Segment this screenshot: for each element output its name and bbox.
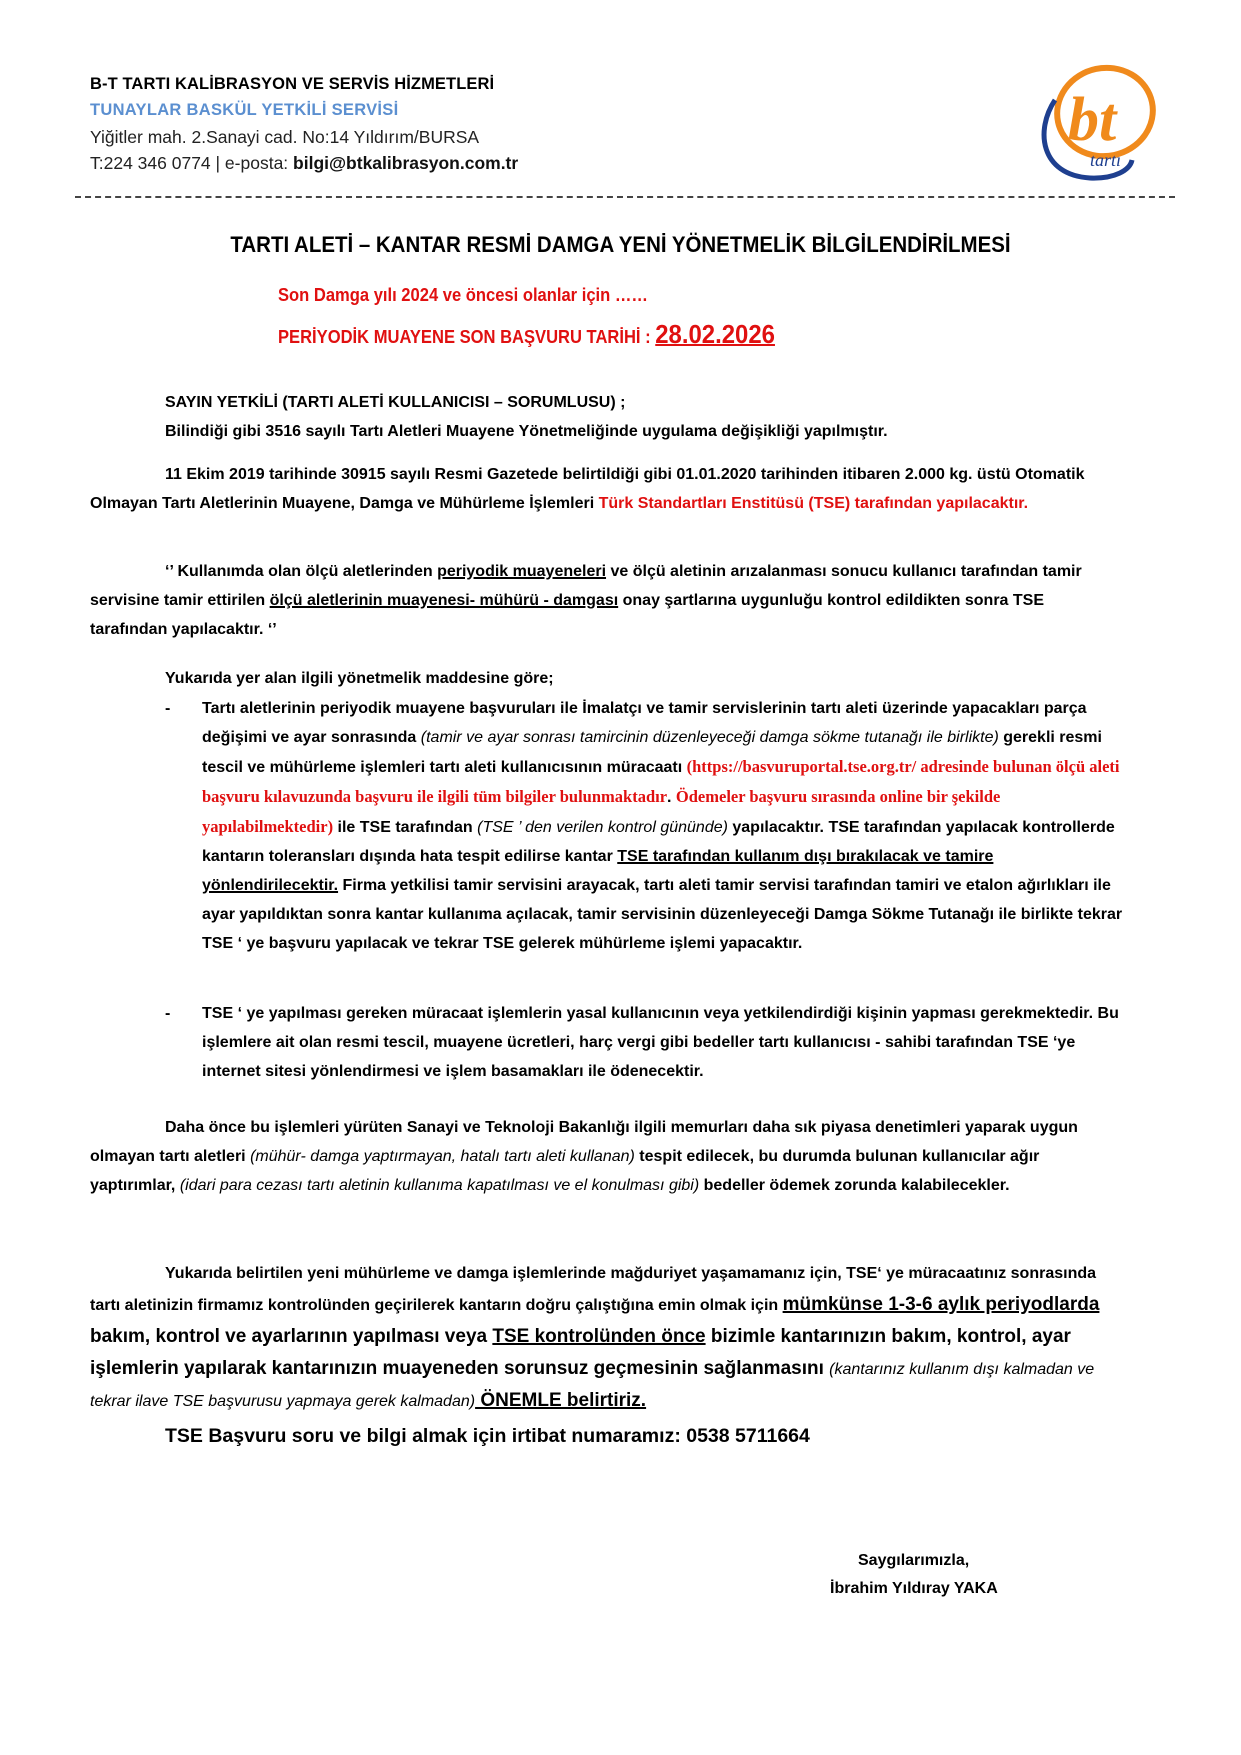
bullet-item xyxy=(165,999,1125,1086)
contact-phone-line: TSE Başvuru soru ve bilgi almak için irtibat numaramız: 0538 5711664 xyxy=(165,1425,810,1447)
document-title: TARTI ALETİ – KANTAR RESMİ DAMGA YENİ YÖNETMELİK BİLGİLENDİRİLMESİ xyxy=(230,232,1011,257)
phone-text: T:224 346 0774 | e-posta: xyxy=(90,153,294,173)
para-italic: (mühür- damga yaptırmayan, hatalı tartı aleti kullanan) xyxy=(250,1148,635,1165)
bullet-span: gerekli resmi tescil ve mühürleme işlemleri tartı aleti kullanıcısının müracaatı xyxy=(202,729,1102,776)
intro-paragraph: Bilindiği gibi 3516 sayılı Tartı Aletleri Muayene Yönetmeliğinde uygulama değişikliği yapılmıştır. xyxy=(165,423,888,440)
quote-underline: periyodik muayeneleri xyxy=(437,563,607,580)
bullet-span: Tartı aletlerinin periyodik muayene başvuruları ile İmalatçı ve tamir servislerinin tartı aleti üzerinde yapacakları parça değişimi ve ayar sonrasında xyxy=(202,700,1087,746)
bullet-text: TSE ‘ ye yapılması gereken müracaat işlemlerin yasal kullanıcının veya yetkilendirdiği kişinin yapması gerekmektedir. Bu işlemlere ait olan resmi tescil, muayene ücretleri, harç vergi gibi bedeller tartı kullanıcısı - sahibi tarafından TSE ‘ye internet sitesi yönlendirmesi ve işlem basamakları ile ödenecektir. xyxy=(202,1005,1119,1080)
para-span: bizimle kantarınızın bakım, kontrol, ayar işlemlerin yapılarak kantarınızın muayeneden sorunsuz geçmesinin sağlanmasını xyxy=(90,1326,1071,1379)
regulation-text: 11 Ekim 2019 tarihinde 30915 sayılı Resmi Gazetede belirtildiği gibi 01.01.2020 tarihinden itibaren 2.000 kg. üstü Otomatik Olmayan Tartı Aletlerinin Muayene, Damga ve Mühürleme İşlemleri xyxy=(90,466,1085,512)
para-span: Yukarıda belirtilen yeni mühürleme ve damga işlemlerinde mağduriyet yaşamamanız için, TSE‘ ye müracaatınız sonrasında tartı aletinizin firmamız kontrolünden geçirilerek kantarın doğru çalıştığına emin olmak için xyxy=(90,1265,1097,1314)
company-subtitle: TUNAYLAR BASKÜL YETKİLİ SERVİSİ xyxy=(90,101,399,119)
deadline-line xyxy=(278,319,775,350)
logo-caption: tartı xyxy=(1090,150,1122,170)
bullet-dash: - xyxy=(165,1005,171,1022)
para-italic: (kantarınız kullanım dışı kalmadan ve tekrar ilave TSE başvurusu yapmaya gerek kalmadan) xyxy=(90,1361,1095,1410)
para-span: bakım, kontrol ve ayarlarının yapılması veya xyxy=(90,1326,493,1347)
logo-letters: bt xyxy=(1068,86,1117,154)
para-span: tespit edilecek, bu durumda bulunan kullanıcılar ağır yaptırımlar, xyxy=(90,1148,1040,1194)
company-name: B-T TARTI KALİBRASYON VE SERVİS HİZMETLERİ xyxy=(90,75,495,93)
signature-closing: Saygılarımızla, xyxy=(858,1552,970,1569)
quote-text: onay şartlarına uygunluğu kontrol edildikten sonra TSE tarafından yapılacaktır. ‘’ xyxy=(90,592,1045,638)
email-link[interactable]: bilgi@btkalibrasyon.com.tr xyxy=(293,153,519,173)
bullet-item xyxy=(165,694,1125,958)
deadline-label: PERİYODİK MUAYENE SON BAŞVURU TARİHİ : xyxy=(278,327,656,347)
bullet-span: ile TSE tarafından xyxy=(333,819,478,836)
bullet-span: Firma yetkilisi tamir servisini arayacak, tartı aleti tamir servisi tarafından tamiri ve etalon ağırlıkları ile ayar yapıldıktan sonra kantar kullanıma açılacak, tamir servisinin düzenleyeceği Damga Sökme Tutanağı ile birlikte tekrar TSE ‘ ye başvuru yapılacak ve tekrar TSE gelerek mühürleme işlemi yapacaktır. xyxy=(202,877,1123,952)
quote-underline: ölçü aletlerinin muayenesi- mühürü - damgası xyxy=(269,592,619,609)
quote-paragraph xyxy=(90,557,1110,644)
para-underline: TSE kontrolünden önce xyxy=(492,1326,706,1347)
quote-text: ‘’ Kullanımda olan ölçü aletlerinden xyxy=(165,563,438,580)
ministry-paragraph xyxy=(90,1113,1120,1200)
bullet-span: yapılacaktır. TSE tarafından yapılacak kontrollerde kantarın toleransları dışında hata tespit edilirse kantar xyxy=(202,819,1115,865)
deadline-date: 28.02.2026 xyxy=(655,319,775,349)
bullet-span: . xyxy=(667,789,676,806)
notice-line: Son Damga yılı 2024 ve öncesi olanlar için …… xyxy=(278,285,648,305)
bullet-text xyxy=(202,694,1125,958)
bt-tarti-logo xyxy=(1020,60,1170,190)
bullet-italic: (TSE ’ den verilen kontrol gününde) xyxy=(477,819,728,836)
para-italic: (idari para cezası tartı aletinin kullanıma kapatılması ve el konulması gibi) xyxy=(179,1177,700,1194)
tse-highlight: Türk Standartları Enstitüsü (TSE) tarafından yapılacaktır. xyxy=(598,495,1029,512)
payment-note: Ödemeler başvuru sırasında online bir şekilde yapılabilmektedir) xyxy=(202,787,1001,836)
para-span: bedeller ödemek zorunda kalabilecekler. xyxy=(699,1177,1010,1194)
quote-text: ve ölçü aletinin arızalanması sonucu kullanıcı tarafından tamir servisine tamir ettirilen xyxy=(90,563,1082,609)
according-line: Yukarıda yer alan ilgili yönetmelik maddesine göre; xyxy=(165,670,554,687)
salutation: SAYIN YETKİLİ (TARTI ALETİ KULLANICISI – SORUMLUSU) ; xyxy=(165,394,626,411)
para-span: Daha önce bu işlemleri yürüten Sanayi ve Teknoloji Bakanlığı ilgili memurları daha sık piyasa denetimleri yaparak uygun olmayan tartı aletleri xyxy=(90,1119,1078,1165)
para-underline: mümkünse 1-3-6 aylık periyodlarda xyxy=(782,1294,1100,1315)
bullet-dash: - xyxy=(165,700,171,717)
header-divider xyxy=(75,196,1175,198)
company-contact xyxy=(90,153,518,174)
portal-link[interactable]: (https://basvuruportal.tse.org.tr/ adresinde bulunan ölçü aleti başvuru kılavuzunda başvuru ile ilgili tüm bilgiler bulunmaktadır xyxy=(202,757,1120,806)
company-address: Yiğitler mah. 2.Sanayi cad. No:14 Yıldırım/BURSA xyxy=(90,127,480,147)
bullet-underline: TSE tarafından kullanım dışı bırakılacak ve tamire yönlendirilecektir. xyxy=(202,848,994,894)
recommendation-paragraph xyxy=(90,1258,1120,1417)
para-underline: ÖNEMLE belirtiriz. xyxy=(475,1390,647,1411)
regulation-paragraph xyxy=(90,460,1110,518)
bullet-italic: (tamir ve ayar sonrası tamircinin düzenleyeceği damga sökme tutanağı ile birlikte) xyxy=(420,729,999,746)
signature-name: İbrahim Yıldıray YAKA xyxy=(830,1580,998,1597)
logo-icon xyxy=(1020,60,1170,190)
